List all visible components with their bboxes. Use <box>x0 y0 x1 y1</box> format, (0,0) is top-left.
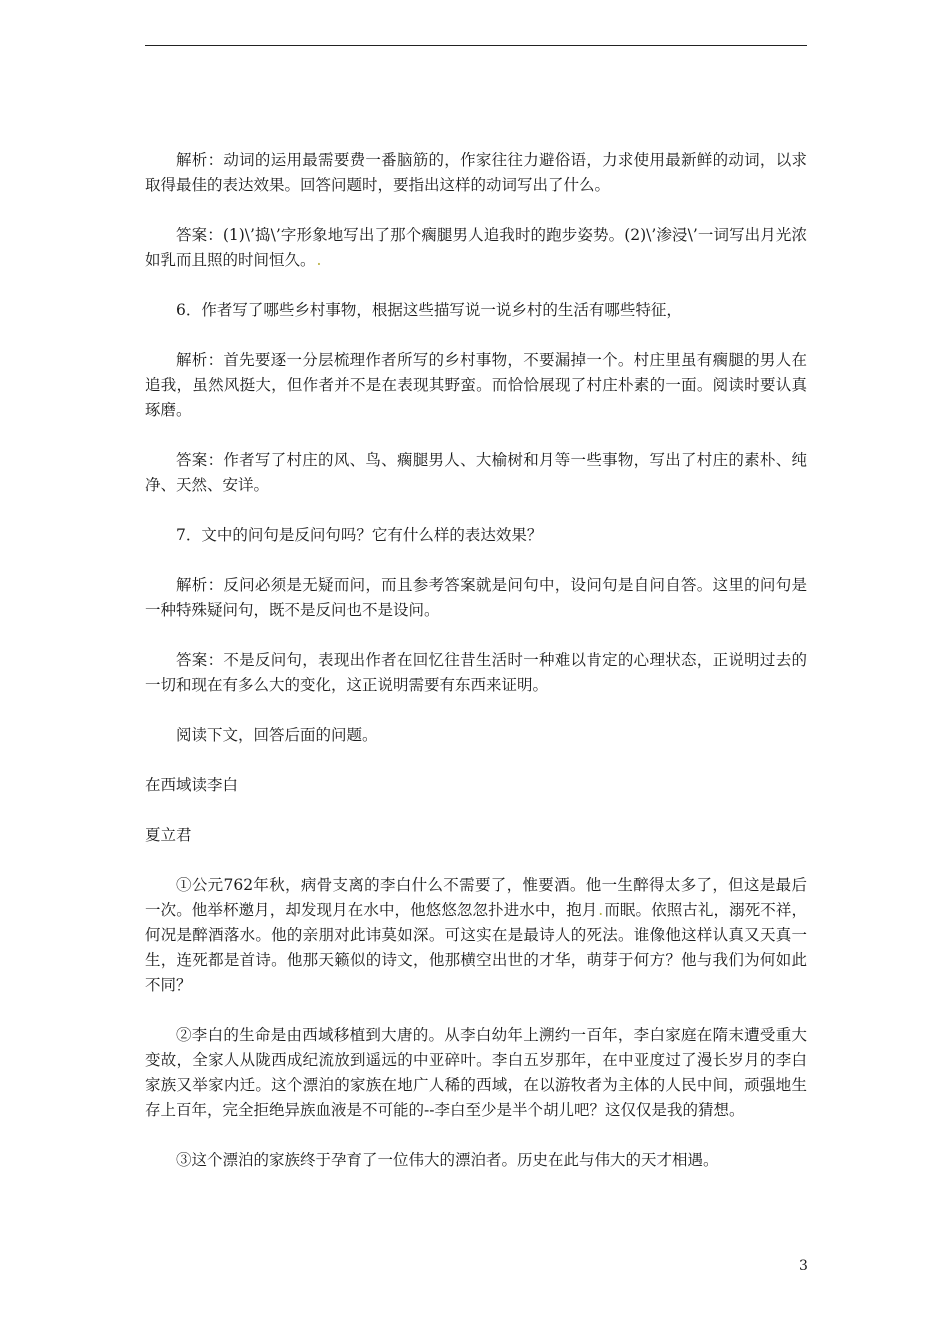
paragraph-answer-6: 答案：作者写了村庄的风、鸟、瘸腿男人、大榆树和月等一些事物，写出了村庄的素朴、纯净、天然、安详。 <box>145 451 807 494</box>
paragraph-answer-7: 答案：不是反问句，表现出作者在回忆往昔生活时一种难以肯定的心理状态，正说明过去的一切和现在有多么大的变化，这正说明需要有东西来证明。 <box>145 651 807 694</box>
paragraph-answer-5 <box>145 223 807 273</box>
stray-dot: . <box>316 251 322 269</box>
article-paragraph-1-part-a: ①公元762年秋，病骨支离的李白什么不需要了，惟要酒。他一生醉得太多了，但这是最后一次。他举杯邀月，却发现月在水中，他悠悠忽忽扑进水中，抱月 <box>145 876 807 919</box>
stray-dot: . <box>598 901 604 919</box>
question-6: 6．作者写了哪些乡村事物，根据这些描写说一说乡村的生活有哪些特征， <box>176 301 682 319</box>
document-body <box>145 148 807 1198</box>
page-number: 3 <box>799 1258 808 1274</box>
paragraph-analysis-6: 解析：首先要逐一分层梳理作者所写的乡村事物，不要漏掉一个。村庄里虽有瘸腿的男人在追我，虽然风挺大，但作者并不是在表现其野蛮。而恰恰展现了村庄朴素的一面。阅读时要认真琢磨。 <box>145 351 807 419</box>
answer-5-text: 答案：(1)\’捣\’字形象地写出了那个瘸腿男人追我时的跑步姿势。(2)\’渗浸\’一词写出月光浓如乳而且照的时间恒久。 <box>145 226 807 269</box>
article-paragraph-2: ②李白的生命是由西域移植到大唐的。从李白幼年上溯约一百年，李白家庭在隋末遭受重大变故，全家人从陇西成纪流放到遥远的中亚碎叶。李白五岁那年，在中亚度过了漫长岁月的李白家族又举家内迁。这个漂泊的家族在地广人稀的西域，在以游牧者为主体的人民中间，顽强地生存上百年，完全拒绝异族血液是不可能的--李白至少是半个胡儿吧？这仅仅是我的猜想。 <box>145 1026 807 1119</box>
paragraph-analysis-5: 解析：动词的运用最需要费一番脑筋的，作家往往力避俗语，力求使用最新鲜的动词，以求取得最佳的表达效果。回答问题时，要指出这样的动词写出了什么。 <box>145 151 807 194</box>
article-title: 在西域读李白 <box>145 776 239 794</box>
header-rule <box>145 45 807 46</box>
article-paragraph-1 <box>145 873 807 998</box>
reading-instruction: 阅读下文，回答后面的问题。 <box>176 726 378 744</box>
article-paragraph-1-part-b: 而眠。依照古礼，溺死不祥，何况是醉酒落水。他的亲朋对此讳莫如深。可这实在是最诗人的死法。谁像他这样认真又天真一生，连死都是首诗。他那天籁似的诗文，他那横空出世的才华，萌芽于何方？他与我们为何如此不同？ <box>145 901 807 994</box>
question-7: 7．文中的问句是反问句吗？它有什么样的表达效果？ <box>176 526 543 544</box>
paragraph-analysis-7: 解析：反问必须是无疑而问，而且参考答案就是问句中，设问句是自问自答。这里的问句是一种特殊疑问句，既不是反问也不是设问。 <box>145 576 807 619</box>
article-paragraph-3: ③这个漂泊的家族终于孕育了一位伟大的漂泊者。历史在此与伟大的天才相遇。 <box>176 1151 719 1169</box>
article-author: 夏立君 <box>145 826 192 844</box>
